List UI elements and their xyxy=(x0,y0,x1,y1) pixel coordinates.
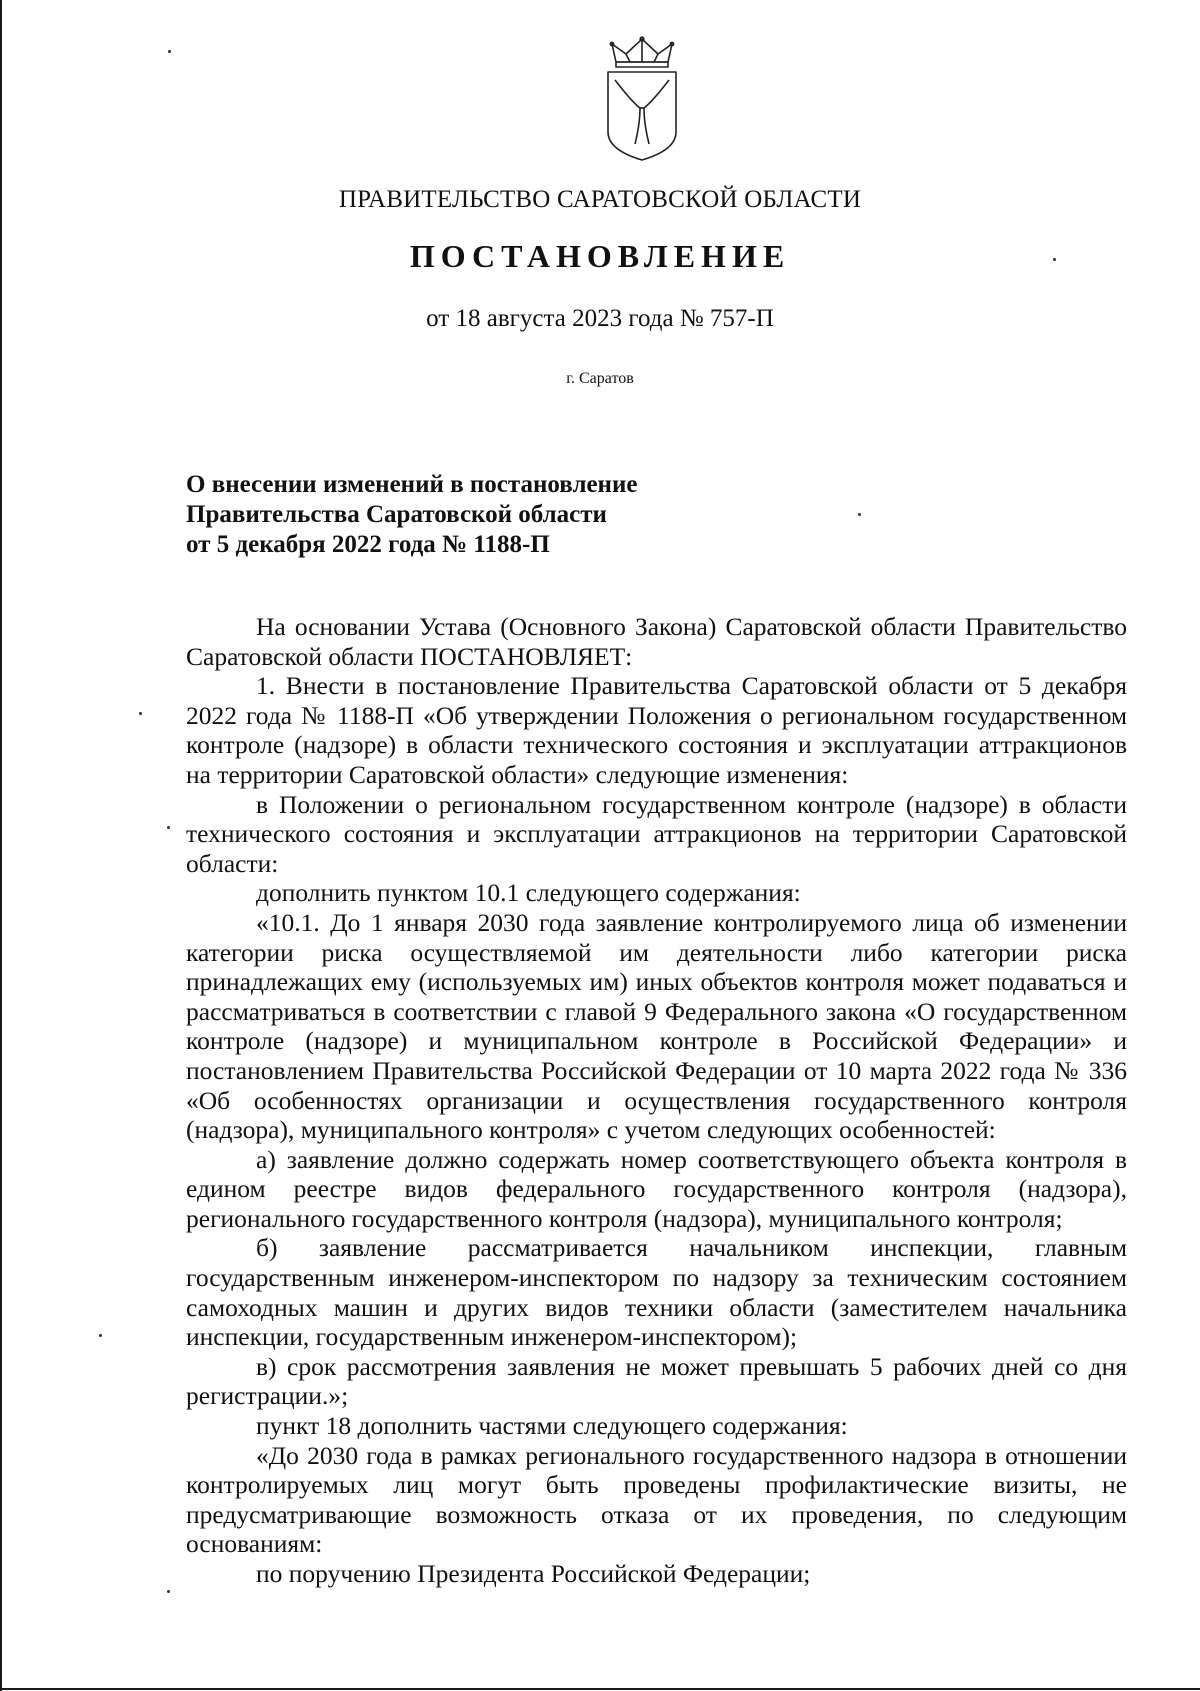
body-paragraph-sub-v: в) срок рассмотрения заявления не может превышать 5 рабочих дней со дня регистрации.»; xyxy=(186,1351,1127,1411)
subject-line: О внесении изменений в постановление xyxy=(186,471,638,498)
body-paragraph-10-1-text: «10.1. До 1 января 2030 года заявление контролируемого лица об изменении категории риска осуществляемой им деятельности либо категории риска принадлежащих ему (используемых им) иных объектов контроля может подаваться и рассматриваться в соответствии с главой 9 Федерального закона «О государственном контроле (надзоре) и муниципальном контроле в Российской Федерации» и постановлением Правительства Российской Федерации от 10 марта 2022 года № 336 «Об особенностях организации и осуществления государственного контроля (надзора), муниципального контроля» с учетом следующих особенностей: xyxy=(186,907,1127,1145)
organization-title: ПРАВИТЕЛЬСТВО САРАТОВСКОЙ ОБЛАСТИ xyxy=(338,186,862,213)
saratov-coat-of-arms-icon xyxy=(604,36,680,162)
subject-line: от 5 декабря 2022 года № 1188-П xyxy=(186,531,550,558)
subject-line: Правительства Саратовской области xyxy=(186,501,607,528)
document-date-number: от 18 августа 2023 года № 757-П xyxy=(426,305,774,332)
body-paragraph-preamble: На основании Устава (Основного Закона) Саратовской области Правительство Саратовской области ПОСТАНОВЛЯЕТ: xyxy=(186,612,1127,671)
body-paragraph-2030-visits: «До 2030 года в рамках регионального государственного надзора в отношении контролируемых лиц могут быть проведены профилактические визиты, не предусматривающие возможность отказа от их проведения, по следующим основаниям: xyxy=(186,1440,1127,1559)
body-paragraph-president: по поручению Президента Российской Федерации; xyxy=(256,1559,811,1588)
document-type-title: ПОСТАНОВЛЕНИЕ xyxy=(409,238,791,274)
scan-border-bottom xyxy=(0,1688,1200,1690)
scan-speck xyxy=(167,826,170,829)
scan-speck xyxy=(168,50,171,53)
body-paragraph-point-18: пункт 18 дополнить частями следующего содержания: xyxy=(256,1411,848,1441)
scan-speck xyxy=(139,712,142,715)
body-paragraph-sub-a: а) заявление должно содержать номер соответствующего объекта контроля в едином реестре видов федерального государственного контроля (надзора), регионального государственного контроля (надзора), муниципального контроля; xyxy=(186,1144,1127,1233)
body-paragraph-item-1: 1. Внести в постановление Правительства Саратовской области от 5 декабря 2022 года № 1188-П «Об утверждении Положения о региональном государственном контроле (надзоре) в области технического состояния и эксплуатации аттракционов на территории Саратовской области» следующие изменения: xyxy=(186,671,1127,789)
body-paragraph-regulation: в Положении о региональном государственном контроле (надзоре) в области технического состояния и эксплуатации аттракционов на территории Саратовской области: xyxy=(186,789,1127,878)
scan-speck xyxy=(99,1334,102,1337)
scan-speck xyxy=(167,1590,170,1593)
document-city: г. Саратов xyxy=(566,370,634,387)
document-body xyxy=(186,612,1127,1589)
document-subject xyxy=(186,470,886,560)
body-paragraph-add-10-1: дополнить пунктом 10.1 следующего содержания: xyxy=(256,878,801,908)
body-paragraph-sub-b: б) заявление рассматривается начальником инспекции, главным государственным инженером-инспектором по надзору за техническим состоянием самоходных машин и других видов техники области (заместителем начальника инспекции, государственным инженером-инспектором); xyxy=(186,1233,1127,1352)
